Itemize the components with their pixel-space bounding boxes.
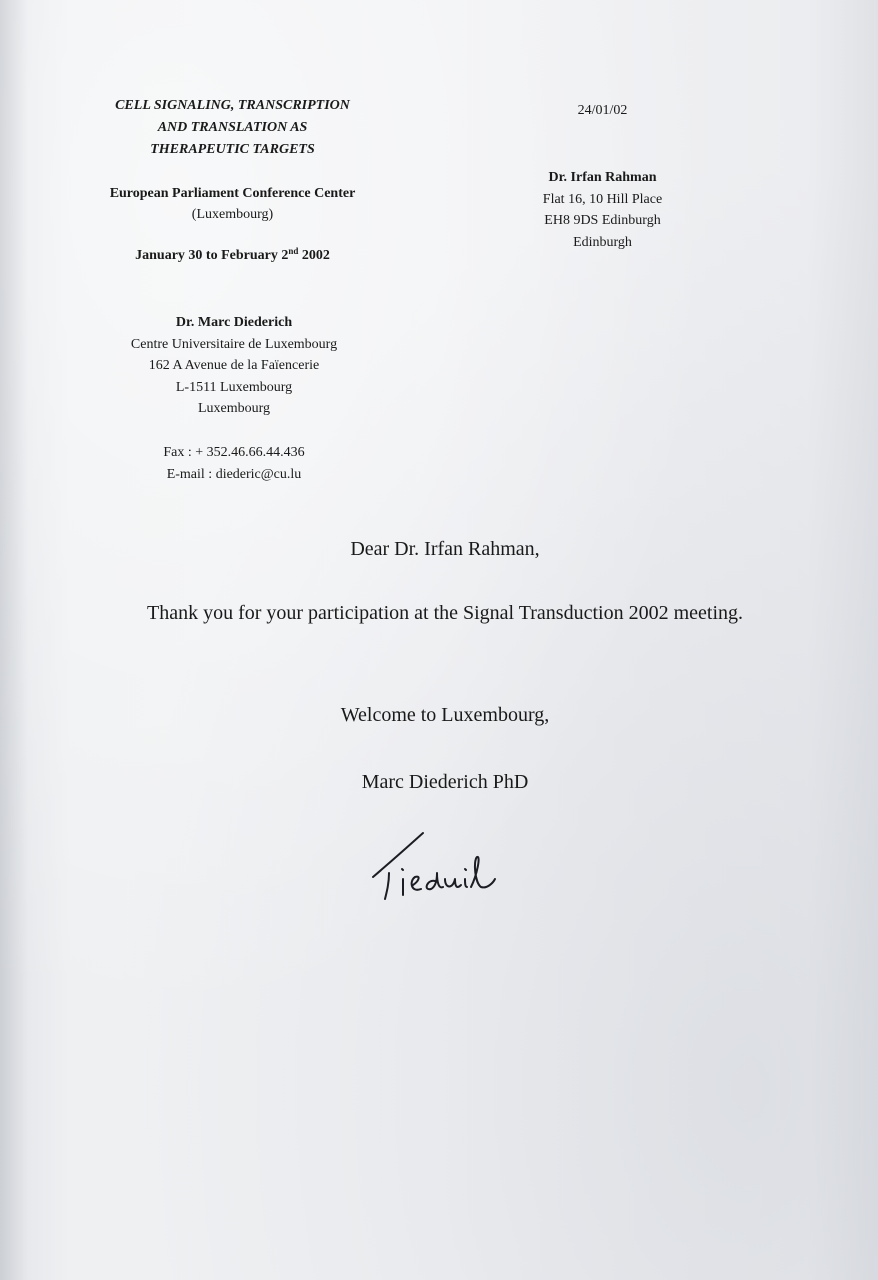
sender-name: Dr. Marc Diederich xyxy=(175,315,293,330)
letter-salutation: Dear Dr. Irfan Rahman, xyxy=(350,538,540,560)
conference-dates-prefix: January 30 to February 2 xyxy=(135,248,289,263)
recipient-city: Edinburgh xyxy=(573,234,632,250)
sender-street: 162 A Avenue de la Faïencerie xyxy=(148,358,320,373)
conference-title-line-2: AND TRANSLATION AS xyxy=(157,120,308,135)
recipient-street: Flat 16, 10 Hill Place xyxy=(542,191,663,207)
recipient-address xyxy=(520,167,685,253)
letter-signoff: Marc Diederich PhD xyxy=(361,771,529,793)
sender-email: E-mail : diederic@cu.lu xyxy=(166,467,302,482)
recipient-postcode-city: EH8 9DS Edinburgh xyxy=(544,213,661,228)
handwritten-signature xyxy=(365,825,530,910)
conference-dates-year: 2002 xyxy=(298,248,330,263)
sender-postcode-city: L-1511 Luxembourg xyxy=(175,379,293,395)
conference-header xyxy=(60,95,405,264)
sender-institution: Centre Universitaire de Luxembourg xyxy=(130,336,338,352)
letter-message: Thank you for your participation at the Signal Transduction 2002 meeting. xyxy=(146,602,743,624)
letter-welcome: Welcome to Luxembourg, xyxy=(340,704,550,726)
conference-title-line-3: THERAPEUTIC TARGETS xyxy=(150,142,315,157)
conference-venue: European Parliament Conference Center xyxy=(109,186,356,201)
conference-dates-ordinal: nd xyxy=(288,246,299,256)
sender-fax: Fax : + 352.46.66.44.436 xyxy=(163,445,305,460)
conference-venue-location: (Luxembourg) xyxy=(191,207,274,222)
recipient-name: Dr. Irfan Rahman xyxy=(548,170,657,185)
conference-title-line-1: CELL SIGNALING, TRANSCRIPTION xyxy=(115,98,350,113)
conference-dates xyxy=(60,248,405,264)
sender-country: Luxembourg xyxy=(197,401,271,416)
letter-date: 24/01/02 xyxy=(577,103,628,118)
page-edge-shadow xyxy=(0,0,28,1280)
sender-address xyxy=(84,312,384,420)
sender-contact xyxy=(84,442,384,486)
